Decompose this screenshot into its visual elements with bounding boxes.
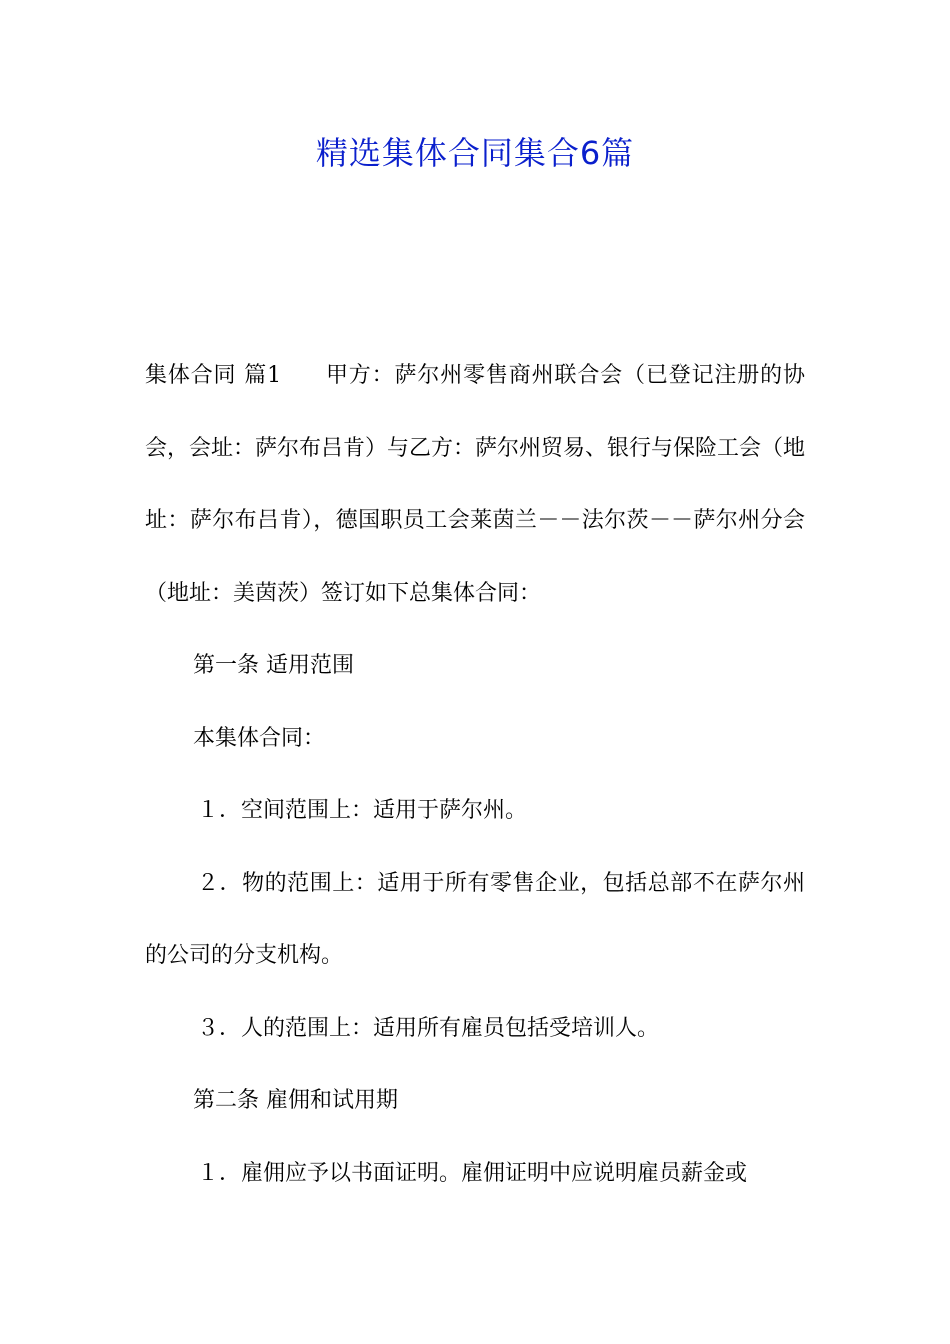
article1-lead: 本集体合同：	[193, 725, 326, 751]
article1-heading: 第一条 适用范围	[193, 653, 354, 678]
article1-item3: ３．人的范围上：适用所有雇员包括受培训人。	[197, 1015, 660, 1041]
article2-heading: 第二条 雇佣和试用期	[193, 1088, 398, 1113]
article1-item2: ２．物的范围上：适用于所有零售企业，包括总部不在萨尔州的公司的分支机构。	[145, 870, 805, 968]
intro-paragraph	[145, 340, 805, 630]
document-title: 精选集体合同集合6篇	[315, 134, 635, 172]
article1-item1: １．空间范围上：适用于萨尔州。	[197, 798, 528, 823]
intro-text: 甲方：萨尔州零售商州联合会（已登记注册的协会，会址：萨尔布吕肯）与乙方：萨尔州贸易、银行与保险工会（地址：萨尔布吕肯），德国职员工会莱茵兰－－法尔茨－－萨尔州分会（地址：美茵茨）签订如下总集体合同：	[145, 363, 806, 606]
document-body	[145, 340, 805, 1210]
intro-label: 集体合同 篇1	[145, 363, 282, 388]
article2-item1: １．雇佣应予以书面证明。雇佣证明中应说明雇员薪金或	[197, 1160, 748, 1186]
